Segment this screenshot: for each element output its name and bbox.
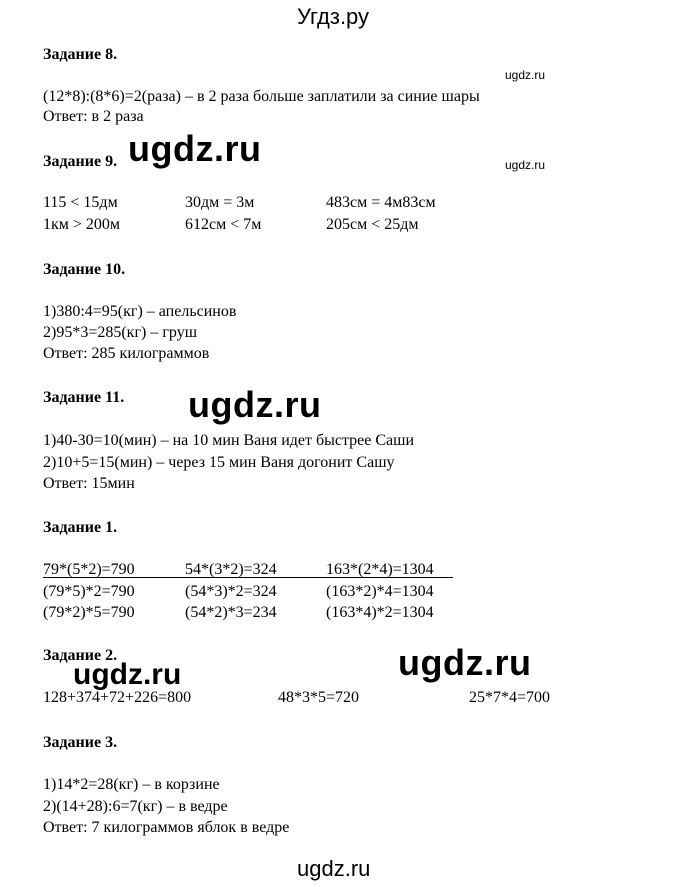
watermark-big: ugdz.ru (128, 128, 262, 169)
task-9-row-1-col-2: 30дм = 3м (185, 194, 255, 211)
watermark-big: ugdz.ru (73, 658, 182, 691)
task-2-heading: Задание 2. (43, 647, 118, 664)
task-1-row-1-col-1: 79*(5*2)=790 (43, 561, 135, 578)
watermark-big: ugdz.ru (398, 642, 532, 683)
task-9-row-1-col-1: 115 < 15дм (43, 194, 118, 211)
footer-watermark[interactable]: ugdz.ru (297, 856, 371, 881)
task-11-heading: Задание 11. (43, 389, 125, 406)
task-11-answer: Ответ: 15мин (43, 475, 135, 492)
task-8-line-1: (12*8):(8*6)=2(раза) – в 2 раза больше заплатили за синие шары (43, 88, 480, 105)
task-1-row-3-col-1: (79*2)*5=790 (43, 604, 135, 621)
task-9-row-1-col-3: 483см = 4м83см (326, 194, 436, 211)
task-1-row-3-col-3: (163*4)*2=1304 (326, 604, 434, 621)
task-1-row-2-col-1: (79*5)*2=790 (43, 583, 135, 600)
task-10-line-1: 1)380:4=95(кг) – апельсинов (43, 303, 237, 320)
task-11-line-1: 1)40-30=10(мин) – на 10 мин Ваня идет быстрее Саши (43, 432, 415, 449)
task-9-row-2-col-2: 612см < 7м (185, 216, 262, 233)
task-9-row-2-col-3: 205см < 25дм (326, 216, 419, 233)
task-11-line-2: 2)10+5=15(мин) – через 15 мин Ваня догонит Сашу (43, 454, 395, 471)
task-2-item-3: 25*7*4=700 (469, 689, 551, 706)
task-1-heading: Задание 1. (43, 519, 118, 536)
task-9-heading: Задание 9. (43, 153, 118, 170)
watermark-small: ugdz.ru (505, 158, 546, 172)
task-8-answer: Ответ: в 2 раза (43, 108, 144, 125)
task-9-row-2-col-1: 1км > 200м (43, 216, 121, 233)
task-8-heading: Задание 8. (43, 46, 118, 63)
task-3-answer: Ответ: 7 килограммов яблок в ведре (43, 819, 290, 836)
site-title[interactable]: Угдз.ру (297, 4, 370, 29)
task-3-line-2: 2)(14+28):6=7(кг) – в ведре (43, 798, 228, 815)
task-3-line-1: 1)14*2=28(кг) – в корзине (43, 776, 220, 793)
task-10-answer: Ответ: 285 килограммов (43, 345, 210, 362)
task-2-item-2: 48*3*5=720 (278, 689, 360, 706)
task-3-heading: Задание 3. (43, 734, 118, 751)
watermark-big: ugdz.ru (188, 384, 322, 425)
task-1-row-1-col-3: 163*(2*4)=1304 (326, 561, 434, 578)
task-2-item-1: 128+374+72+226=800 (43, 689, 192, 706)
task-1-row-3-col-2: (54*2)*3=234 (185, 604, 277, 621)
task-1-row-2-col-2: (54*3)*2=324 (185, 583, 277, 600)
watermark-small: ugdz.ru (505, 68, 546, 82)
task-10-line-2: 2)95*3=285(кг) – груш (43, 324, 198, 341)
task-1-row-1-col-2: 54*(3*2)=324 (185, 561, 277, 578)
task-10-heading: Задание 10. (43, 261, 126, 278)
task-1-row-2-col-3: (163*2)*4=1304 (326, 583, 434, 600)
